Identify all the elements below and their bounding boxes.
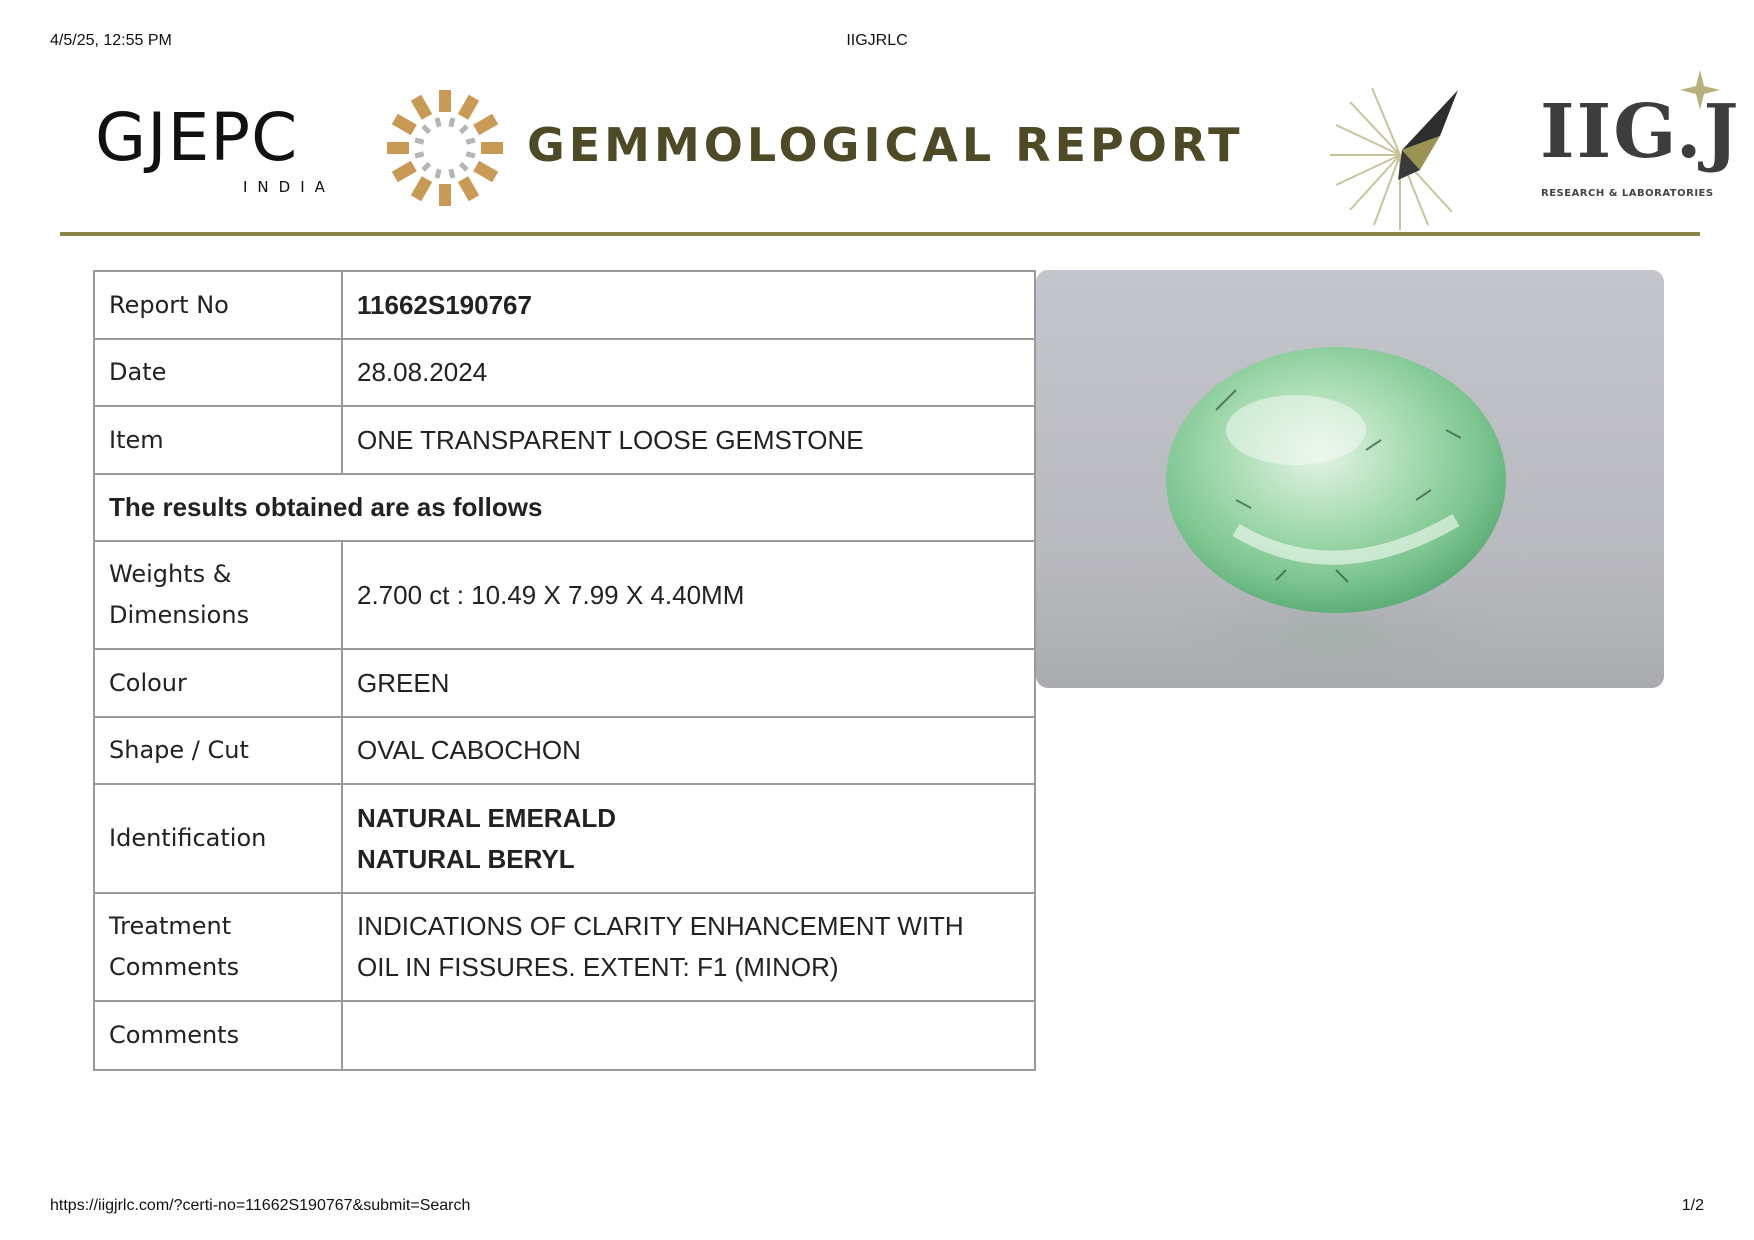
oval-cabochon-emerald-icon <box>1036 270 1664 688</box>
header-divider <box>60 232 1700 236</box>
table-row <box>94 784 1035 893</box>
shape-value: OVAL CABOCHON <box>342 717 1035 784</box>
table-row <box>94 893 1035 1001</box>
report-header <box>60 70 1741 230</box>
results-heading: The results obtained are as follows <box>94 474 1035 541</box>
gemstone-photo <box>1036 270 1664 688</box>
iigj-logo-name: IIG.J <box>1540 89 1741 175</box>
comments-label: Comments <box>94 1001 342 1070</box>
table-row <box>94 541 1035 649</box>
report-table <box>93 270 1036 1071</box>
treatment-label-line1: Treatment <box>109 912 232 940</box>
date-value: 28.08.2024 <box>342 339 1035 406</box>
report-no-label: Report No <box>94 271 342 339</box>
weights-value: 2.700 ct : 10.49 X 7.99 X 4.40MM <box>342 541 1035 649</box>
shape-label: Shape / Cut <box>94 717 342 784</box>
iigj-logo <box>1330 70 1741 230</box>
print-url: https://iigjrlc.com/?certi-no=11662S190767&submit=Search <box>50 1197 471 1214</box>
colour-label: Colour <box>94 649 342 717</box>
treatment-label <box>94 893 342 1001</box>
weights-label-line1: Weights & <box>109 560 232 588</box>
identification-line2: NATURAL BERYL <box>357 843 575 874</box>
treatment-line2: OIL IN FISSURES. EXTENT: F1 (MINOR) <box>357 952 839 982</box>
print-page-title: IIGJRLC <box>846 32 908 49</box>
table-row <box>94 474 1035 541</box>
treatment-line1: INDICATIONS OF CLARITY ENHANCEMENT WITH <box>357 911 964 941</box>
weights-label-line2: Dimensions <box>109 601 250 629</box>
weights-label <box>94 541 342 649</box>
starburst-icon <box>1330 70 1540 230</box>
gjepc-logo <box>95 100 515 240</box>
report-title: GEMMOLOGICAL REPORT <box>527 118 1244 172</box>
treatment-label-line2: Comments <box>109 953 240 981</box>
table-row <box>94 339 1035 406</box>
table-row <box>94 271 1035 339</box>
identification-line1: NATURAL EMERALD <box>357 802 617 833</box>
date-label: Date <box>94 339 342 406</box>
identification-label: Identification <box>94 784 342 893</box>
gjepc-emblem-icon <box>385 88 505 208</box>
colour-value: GREEN <box>342 649 1035 717</box>
gjepc-logo-sub: INDIA <box>243 178 335 196</box>
table-row <box>94 649 1035 717</box>
treatment-value <box>342 893 1035 1001</box>
print-page-number: 1/2 <box>1681 1197 1704 1214</box>
item-value: ONE TRANSPARENT LOOSE GEMSTONE <box>342 406 1035 474</box>
table-row <box>94 717 1035 784</box>
identification-value <box>342 784 1035 893</box>
print-datetime: 4/5/25, 12:55 PM <box>50 32 172 49</box>
gjepc-logo-name: GJEPC <box>95 99 299 176</box>
iigj-logo-sub: RESEARCH & LABORATORIES <box>1541 188 1714 199</box>
item-label: Item <box>94 406 342 474</box>
comments-value <box>342 1001 1035 1070</box>
report-no-value: 11662S190767 <box>342 271 1035 339</box>
table-row <box>94 406 1035 474</box>
table-row <box>94 1001 1035 1070</box>
